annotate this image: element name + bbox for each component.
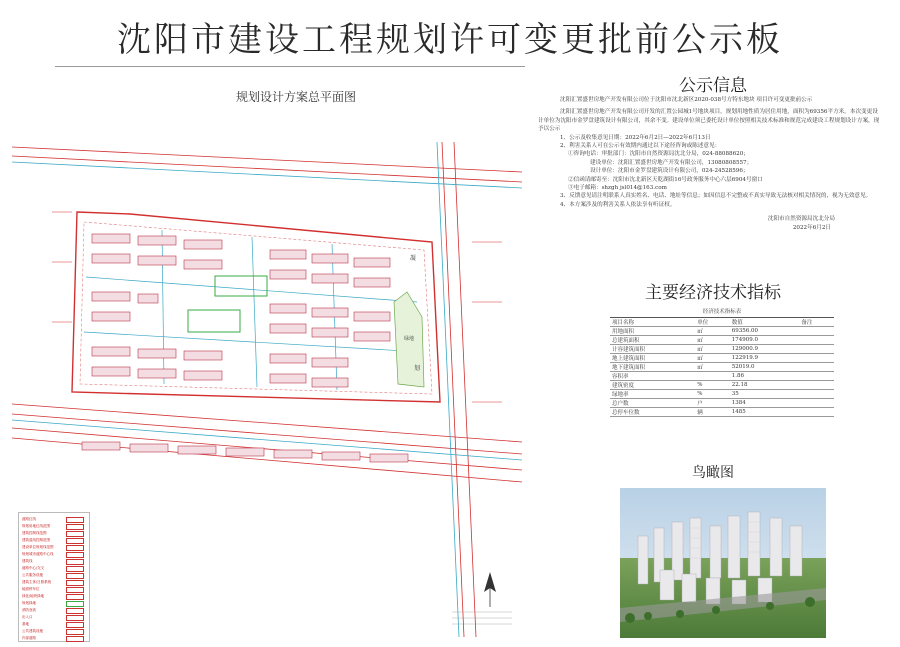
table-cell: 地上建筑面积 <box>610 354 695 363</box>
drawing-notes <box>452 612 512 624</box>
table-cell: % <box>695 390 730 399</box>
plan-title: 规划设计方案总平面图 <box>236 90 357 104</box>
legend-label: 消防登高 <box>22 608 36 612</box>
aerial-rendering-image <box>620 488 826 638</box>
road-label-1: 凝 <box>410 255 417 262</box>
table-row <box>610 363 834 372</box>
table-row <box>610 372 834 381</box>
table-cell <box>799 354 834 363</box>
table-row <box>610 327 834 336</box>
indicators-table <box>610 317 834 417</box>
legend-label: 规划用地红线范围 <box>22 524 50 528</box>
table-cell <box>799 399 834 408</box>
table-cell: 52019.0 <box>730 363 800 372</box>
table-cell: ㎡ <box>695 336 730 345</box>
table-cell <box>799 327 834 336</box>
notice-item-3: 3、反馈意见请注明联系人真实姓名、电话、地址等信息；如因信息不完整或不真实导致无法核对相关情况的，视为无效意见。 <box>560 193 872 200</box>
table-cell: 总户数 <box>610 399 695 408</box>
legend-label: 建设单位规划线范围 <box>22 545 54 549</box>
table-cell: 户 <box>695 399 730 408</box>
notice-paragraph: 沈阳汇置盛世房地产开发有限公司开发的汇置公园城1号地块项目，规划用地性质为居住用地，面积为69356平方米。本次变更设计单位为沈阳市金罗盘建筑设计有限公司，其余不变。建设单位须已委托设计单位按照相关技术标准和规范完成建设工程规划设计方案，现予以公示 <box>538 109 880 133</box>
notice-item-1: 1、公示及收集意见日期：2022年6月2日—2022年6月13日 <box>560 134 711 141</box>
signing-organization: 沈阳市自然资源局沈北分局 <box>767 216 835 223</box>
table-cell: 总停车位数 <box>610 408 695 417</box>
contact-developer: 建设单位：沈阳汇置盛世房地产开发有限公司，13080808557； <box>590 159 753 166</box>
table-cell: 绿地率 <box>610 390 695 399</box>
legend-label: 绿化/地块绿地 <box>22 594 45 598</box>
table-cell: ㎡ <box>695 354 730 363</box>
column-header: 单位 <box>695 318 730 327</box>
legend-row <box>22 634 86 642</box>
notice-body <box>538 96 883 232</box>
legend-label: 道路红线 <box>22 517 36 521</box>
internal-roads <box>84 230 422 390</box>
table-title: 经济技术指标表 <box>702 309 742 315</box>
road-label-2: 划 <box>414 365 421 372</box>
table-cell: 1384 <box>730 399 800 408</box>
table-header-row <box>610 318 834 327</box>
table-cell: 122919.9 <box>730 354 800 363</box>
table-cell: 1.86 <box>730 372 800 381</box>
table-cell: ㎡ <box>695 363 730 372</box>
table-cell <box>695 372 730 381</box>
column-header: 项目名称 <box>610 318 695 327</box>
table-row <box>610 399 834 408</box>
contact-review-dept: ①咨询电话：审批部门：沈阳市自然资源局沈北分局，024-88088620； <box>568 151 749 158</box>
notice-subject: 沈阳汇置盛世房地产开发有限公司位于沈阳市沈北新区2020-038号方特东地块 项目许可变更批前公示 <box>560 97 813 103</box>
table-cell: 计容建筑面积 <box>610 345 695 354</box>
table-cell: 地下建筑面积 <box>610 363 695 372</box>
legend-label: 规划城市道路中心线 <box>22 552 54 556</box>
aerial-illustration <box>620 488 826 638</box>
contact-designer: 设计单位：沈阳市金罗盘建筑设计有限公司，024-24528596； <box>590 168 749 175</box>
setback-line <box>80 222 432 394</box>
table-cell: 总建筑面积 <box>610 336 695 345</box>
table-cell: % <box>695 381 730 390</box>
table-cell: 辆 <box>695 408 730 417</box>
table-cell <box>799 381 834 390</box>
table-cell <box>799 336 834 345</box>
column-header: 数值 <box>730 318 800 327</box>
legend-label: 道路中心/交叉 <box>22 566 45 570</box>
aerial-heading: 鸟瞰图 <box>692 465 734 481</box>
signing-date: 2022年6月2日 <box>792 224 831 231</box>
table-cell <box>799 345 834 354</box>
legend-label: 建筑线 <box>22 559 33 563</box>
south-buildings <box>82 442 408 462</box>
legend-label: 地面停车位 <box>22 587 40 591</box>
indicators-heading: 主要经济技术指标 <box>645 283 781 303</box>
building-blocks <box>92 234 390 387</box>
table-cell: 35 <box>730 390 800 399</box>
title-divider <box>55 66 525 67</box>
table-row <box>610 408 834 417</box>
board-title: 沈阳市建设工程规划许可变更批前公示板 <box>117 20 783 60</box>
legend-label: 出入口 <box>22 615 33 619</box>
table-cell <box>799 408 834 417</box>
table-cell: 174909.0 <box>730 336 800 345</box>
legend-label: 内部道路 <box>22 636 36 640</box>
table-cell: ㎡ <box>695 327 730 336</box>
legend-label: 建筑控制线范围 <box>22 531 47 535</box>
legend-label: 建筑退线控制范围 <box>22 538 50 542</box>
legend-label: 基地 <box>22 622 29 626</box>
plan-legend <box>18 512 90 642</box>
legend-swatch <box>66 636 84 642</box>
table-row <box>610 390 834 399</box>
table-row <box>610 336 834 345</box>
notice-heading: 公示信息 <box>679 76 747 96</box>
table-cell: 1485 <box>730 408 800 417</box>
legend-label: 规划绿地 <box>22 601 36 605</box>
table-cell: 129000.9 <box>730 345 800 354</box>
table-cell <box>799 390 834 399</box>
table-cell: 容积率 <box>610 372 695 381</box>
table-cell: 22.18 <box>730 381 800 390</box>
table-body <box>610 327 834 417</box>
notice-item-4: 4、本方案涉及的利害关系人依法享有听证权。 <box>560 201 676 208</box>
table-cell: 用地面积 <box>610 327 695 336</box>
legend-label: 公共建筑设施 <box>22 629 43 633</box>
indicators-table-wrap <box>610 308 834 417</box>
contact-mail: ②信函请邮寄至：沈阳市沈北新区天乾湖街16号政务服务中心六层6904号窗口 <box>568 176 763 183</box>
contact-email[interactable]: ③电子邮箱：shzgh jsl014@163.com <box>568 185 667 192</box>
table-cell: 69356.00 <box>730 327 800 336</box>
table-row <box>610 354 834 363</box>
table-row <box>610 345 834 354</box>
legend-label: 建筑主体/日照系统 <box>22 580 52 584</box>
north-arrow-icon <box>484 572 496 607</box>
table-cell: 建筑密度 <box>610 381 695 390</box>
table-cell <box>799 372 834 381</box>
legend-label: 公共服务设施 <box>22 573 43 577</box>
notice-item-2: 2、利害关系人可在公示有效期内通过以下途径咨询或陈述意见： <box>560 143 721 150</box>
table-cell <box>799 363 834 372</box>
label-green: 绿地 <box>404 336 415 342</box>
table-row <box>610 381 834 390</box>
table-cell: ㎡ <box>695 345 730 354</box>
column-header: 备注 <box>799 318 834 327</box>
